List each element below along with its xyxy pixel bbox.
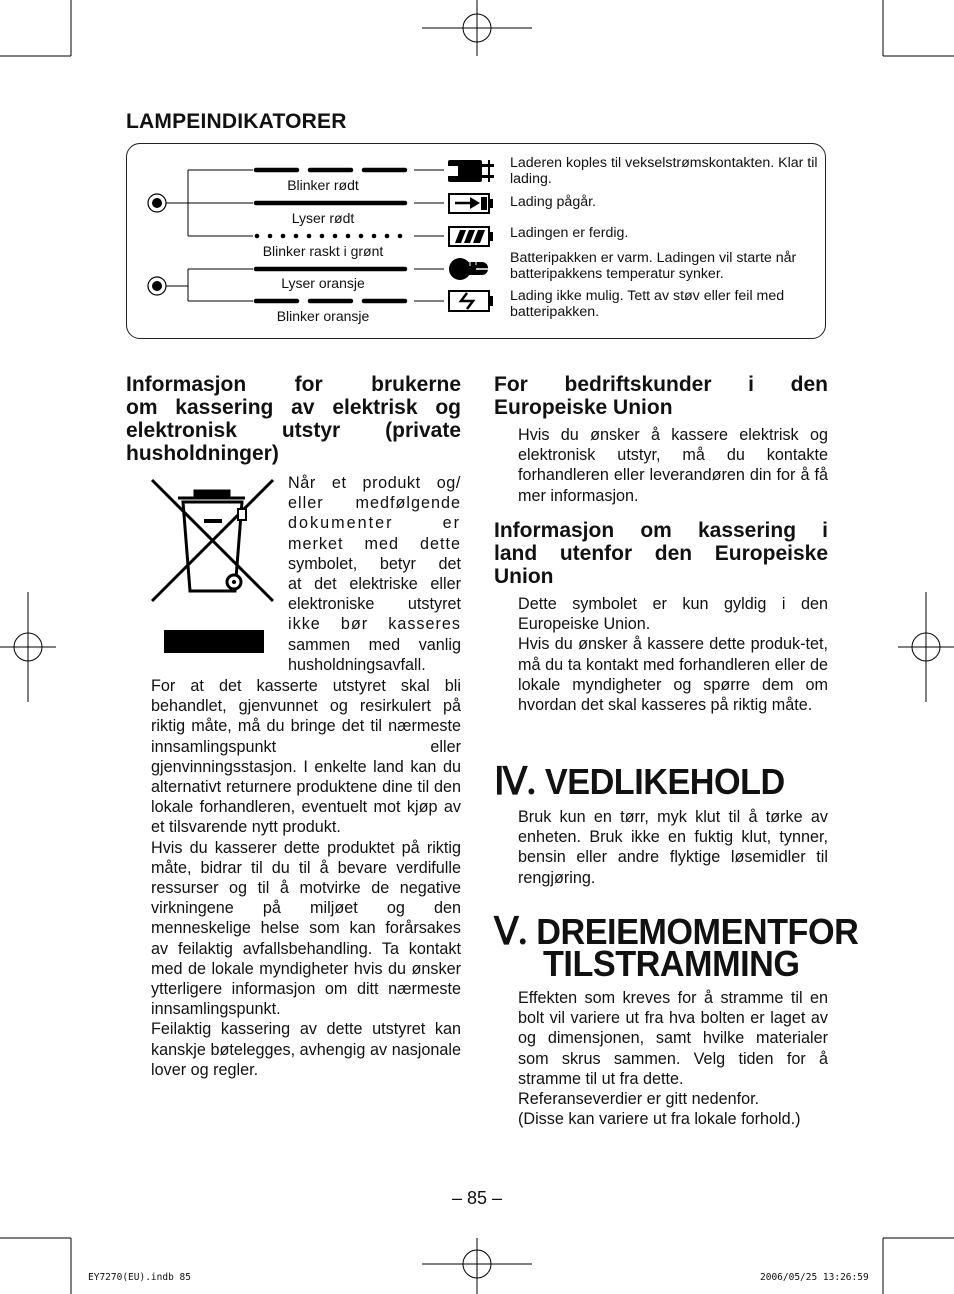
label-steady-red: Lyser rødt [291, 210, 355, 226]
indicator-text-complete: Ladingen er ferdig. [510, 225, 629, 241]
lamp-bottom-icon [148, 277, 166, 295]
disposal-paragraph-1: For at det kasserte utstyret skal bli behandlet, gjenvunnet og resirkulert på riktig måte, må du bringe det til nærmeste innsamlingspunkt eller gjenvinningsstasjon. I enkelte land kan du alternativt returnere produktene dine til den lokale forhandleren, eventuelt mot kjøp av et tilsvarende nytt produkt. [151, 677, 461, 837]
maintenance-body: Bruk kun en tørr, myk klut til å tørke av enheten. Bruk ikke en fuktig klut, tynner, bensin eller andre flyktige løsemidler til rengjøring. [518, 808, 828, 887]
plug-icon [448, 160, 494, 182]
torque-heading-line-2: TILSTRAMMING [543, 943, 800, 984]
indicator-text-ready: Laderen koples til vekselstrømskontakten. Klar til lading. [510, 155, 818, 187]
maintenance-numeral: Ⅳ. [494, 761, 536, 803]
disposal-paragraph-3: Feilaktig kassering av dette utstyret kan kanskje bøtelegges, avhengig av nasjonale lover og regler. [151, 1020, 461, 1079]
torque-heading: Ⅴ. DREIEMOMENTFOR [494, 911, 859, 953]
torque-body: Effekten som kreves for å stramme til en bolt vil variere ut fra hva bolten er laget av og dimensjonen, samt hvilke materialer som skrus sammen. Velg tiden for å stramme til ut fra dette. Referanseverdier er gitt nedenfor. (Disse kan variere ut fra lokale forhold.) [518, 989, 828, 1129]
business-heading: For bedriftskunder i den Europeiske Union [494, 373, 828, 419]
indicator-text-charging: Lading pågår. [510, 194, 596, 210]
lamp-top-icon [148, 194, 166, 212]
battery-error-icon [449, 291, 493, 311]
label-steady-orange: Lyser oransje [281, 275, 365, 291]
disposal-intro: Når et produkt og/ eller medfølgende dokumenter er merket med dette symbolet, betyr det at det elektriske eller elektroniske utstyret ikke bør kasseres sammen med vanlig husholdningsavfall. [288, 474, 461, 674]
page-number: – 85 – [451, 1188, 503, 1208]
torque-paragraph: Effekten som kreves for å stramme til en bolt vil variere ut fra hva bolten er laget av og dimensjonen, samt hvilke materialer som skrus sammen. Velg tiden for å stramme til ut fra dette. [518, 989, 828, 1088]
crossed-out-wheelie-bin-icon [150, 478, 275, 656]
disposal-body [151, 676, 461, 1080]
outside-eu-heading: Informasjon om kassering i land utenfor den Europeiske Union [494, 519, 828, 588]
outside-eu-paragraph-2: Hvis du ønsker å kassere dette produk-tet, må du ta kontakt med forhandleren eller de lokale myndigheter og spørre dem om hvordan det skal kasseres på riktig måte. [518, 635, 828, 715]
label-blinking-orange: Blinker oransje [276, 308, 370, 324]
label-fast-blink-green: Blinker raskt i grønt [262, 243, 384, 259]
battery-charging-icon [449, 194, 493, 213]
maintenance-heading: Ⅳ. VEDLIKEHOLD [494, 761, 785, 803]
footer-file: EY7270(EU).indb 85 [88, 1272, 191, 1283]
label-blinking-red: Blinker rødt [287, 177, 359, 193]
footer-timestamp: 2006/05/25 13:26:59 [760, 1272, 869, 1283]
disposal-paragraph-2: Hvis du kasserer dette produktet på riktig måte, bidrar til du til å bevare verdifulle ressurser og til å motvirke de negative virkningene på miljøet og den menneskelige helse som kan forårsakes av feilaktig avfallsbehandling. Ta kontakt med de lokale myndigheter hvis du ønsker ytterligere informasjon om ditt nærmeste innsamlingspunkt. [151, 838, 461, 1019]
disposal-heading: Informasjon for brukerne om kassering av elektrisk og elektronisk utstyr (private husholdninger) [126, 373, 461, 465]
business-body: Hvis du ønsker å kassere elektrisk og elektronisk utstyr, må du kontakte forhandleren eller leverandøren din for å få mer informasjon. [518, 426, 828, 505]
thermometer-icon [449, 258, 492, 280]
outside-eu-paragraph-1: Dette symbolet er kun gyldig i den Europeiske Union. [518, 595, 828, 634]
outside-eu-body [518, 594, 828, 715]
indicator-text-error: Lading ikke mulig. Tett av støv eller feil med batteripakken. [510, 288, 785, 320]
section-title-lamp-indicators: LAMPEINDIKATORER [126, 110, 347, 133]
battery-full-icon [449, 227, 493, 246]
indicator-text-hot: Batteripakken er varm. Ladingen vil starte når batteripakkens temperatur synker. [510, 250, 797, 282]
torque-numeral: Ⅴ. [494, 911, 527, 953]
